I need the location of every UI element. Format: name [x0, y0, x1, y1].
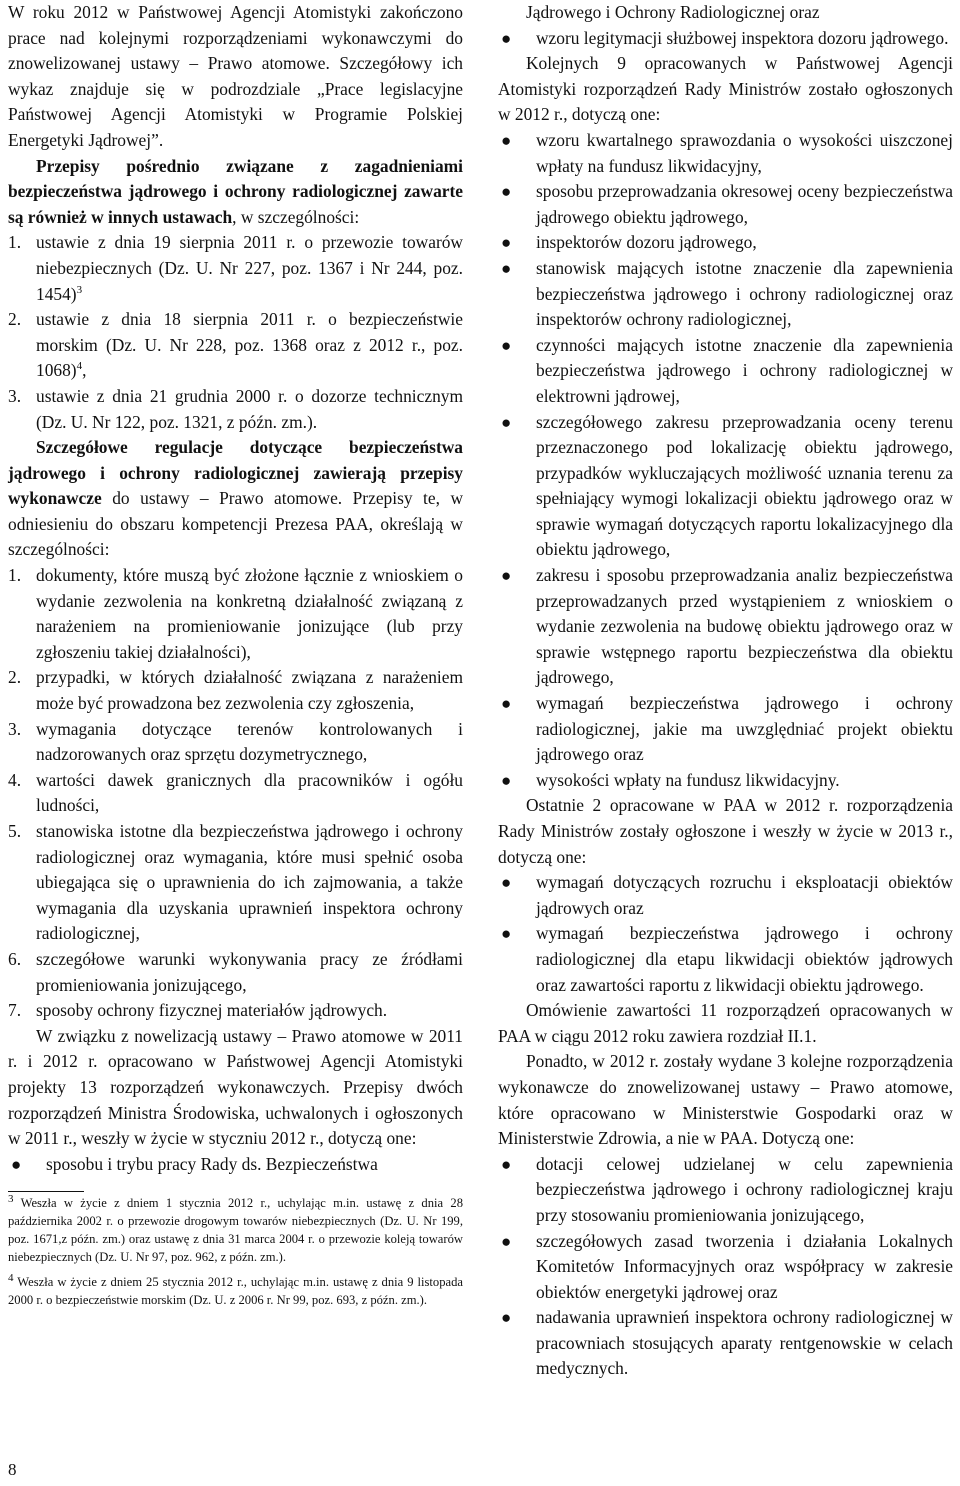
item-number: 3.	[8, 718, 22, 739]
footnote-ref: 4	[76, 360, 83, 373]
bullet-icon: ●	[11, 1154, 22, 1174]
list-item	[498, 870, 953, 921]
detailed-regulations-paragraph	[8, 435, 463, 563]
list-item	[8, 384, 463, 435]
item-text: stanowiska istotne dla bezpieczeństwa jądrowego i ochrony radiologicznej oraz wymagania, które musi spełnić osoba ubiegająca się o uprawnienia do ich zajmowania, a także wymagania dla uzyskania uprawnień inspektora ochrony radiologicznej,	[36, 821, 463, 944]
item-number: 3.	[8, 385, 22, 406]
item-number: 7.	[8, 1000, 22, 1021]
bullet-icon: ●	[501, 566, 512, 586]
right-column	[498, 0, 953, 1382]
item-number: 6.	[8, 948, 22, 969]
item-text: wysokości wpłaty na fundusz likwidacyjny.	[536, 769, 840, 790]
item-number: 4.	[8, 769, 22, 790]
list-item	[8, 665, 463, 716]
footnote-text: Weszła w życie z dniem 25 stycznia 2012 r., uchylając m.in. ustawę z dnia 9 listopada 2000 r. o bezpieczeństwie morskim (Dz. U. z 2006 r. Nr 99, poz. 693, z późn. zm.).	[8, 1275, 463, 1308]
item-text: szczegółowych zasad tworzenia i działania Lokalnych Komitetów Informacyjnych oraz współpracy w zakresie obiektów energetyki jądrowej oraz	[536, 1230, 953, 1302]
list-item	[8, 998, 463, 1024]
bullet-icon: ●	[501, 233, 512, 253]
item-text: wymagań bezpieczeństwa jądrowego i ochrony radiologicznej, jakie ma uwzględniać projekt obiektu jądrowego oraz	[536, 693, 953, 765]
item-number: 1.	[8, 232, 22, 253]
list-item	[498, 230, 953, 256]
list-item	[8, 563, 463, 665]
bullet-icon: ●	[501, 1154, 512, 1174]
item-text: wartości dawek granicznych dla pracowników i ogółu ludności,	[36, 769, 463, 816]
bullet-icon: ●	[501, 412, 512, 432]
continued-text: Jądrowego i Ochrony Radiologicznej oraz	[526, 2, 820, 22]
list-item	[498, 921, 953, 998]
list-item	[498, 179, 953, 230]
item-text: wzoru kwartalnego sprawozdania o wysokości uiszczonej wpłaty na fundusz likwidacyjny,	[536, 129, 953, 176]
list-item	[498, 26, 953, 52]
item-tail: ,	[82, 360, 87, 381]
bullet-icon: ●	[501, 694, 512, 714]
bullet-list-c	[498, 870, 953, 998]
intro-paragraph: W roku 2012 w Państwowej Agencji Atomistyki zakończono prace nad kolejnymi rozporządzeniami wykonawczymi do znowelizowanej ustawy – Prawo atomowe. Szczegółowy ich wykaz znajduje się w podrozdziale „Prace legislacyjne Państwowej Agencji Atomistyki w Programie Polskiej Energetyki Jądrowej”.	[8, 2, 463, 150]
indirect-laws-tail: , w szczególności:	[232, 206, 360, 227]
laws-list	[8, 230, 463, 435]
footnote-ref: 3	[76, 283, 83, 296]
list-item	[8, 717, 463, 768]
bullet-icon: ●	[501, 182, 512, 202]
item-text: ustawie z dnia 18 sierpnia 2011 r. o bezpieczeństwie morskim (Dz. U. Nr 228, poz. 1368 oraz z 2012 r., poz. 1068)	[36, 309, 463, 381]
topics-list	[8, 563, 463, 1024]
item-text: wymagań bezpieczeństwa jądrowego i ochrony radiologicznej dla etapu likwidacji obiektów jądrowych oraz zawartości raportu z likwidacji obiektu jądrowego.	[536, 923, 953, 995]
list-item	[498, 128, 953, 179]
item-number: 2.	[8, 309, 22, 330]
item-text: wymagań dotyczących rozruchu i eksploatacji obiektów jądrowych oraz	[536, 872, 953, 918]
item-text: sposoby ochrony fizycznej materiałów jądrowych.	[36, 1000, 388, 1021]
item-text: ustawie z dnia 21 grudnia 2000 r. o dozorze technicznym (Dz. U. Nr 122, poz. 1321, z późn. zm.).	[36, 385, 463, 432]
list-item	[498, 410, 953, 564]
item-text: przypadki, w których działalność związana z narażeniem może być prowadzona bez zezwolenia czy zgłoszenia,	[36, 667, 463, 714]
bullet-list-d	[498, 1152, 953, 1382]
bullet-icon: ●	[501, 28, 512, 48]
item-text: inspektorów dozoru jądrowego,	[536, 232, 757, 253]
list-item	[498, 256, 953, 333]
footnote	[8, 1194, 463, 1266]
council-regulations-paragraph: Kolejnych 9 opracowanych w Państwowej Agencji Atomistyki rozporządzeń Rady Ministrów zostało ogłoszonych w 2012 r., dotyczą one:	[498, 53, 953, 125]
bullet-icon: ●	[501, 770, 512, 790]
footnote-marker: 4	[8, 1272, 14, 1285]
item-text: nadawania uprawnień inspektora ochrony radiologicznej w pracowniach stosujących aparaty rentgenowskie w celach medycznych.	[536, 1307, 953, 1379]
list-item	[498, 691, 953, 768]
page-number: 8	[8, 1460, 17, 1479]
indirect-laws-paragraph	[8, 154, 463, 231]
bullet-icon: ●	[501, 924, 512, 944]
item-text: wymagania dotyczące terenów kontrolowanych i nadzorowanych oraz sprzętu dozymetrycznego,	[36, 718, 463, 765]
item-text: wzoru legitymacji służbowej inspektora dozoru jądrowego.	[536, 27, 949, 48]
list-item	[498, 333, 953, 410]
list-item	[498, 1229, 953, 1306]
regulations-summary-paragraph: W związku z nowelizacją ustawy – Prawo atomowe w 2011 r. i 2012 r. opracowano w Państwowej Agencji Atomistyki projekty 13 rozporządzeń wykonawczych. Przepisy dwóch rozporządzeń Ministra Środowiska, uchwalonych i ogłoszonych w 2011 r., weszły w życie w styczniu 2012 r., dotyczą one:	[8, 1025, 463, 1149]
last-regulations-paragraph: Ostatnie 2 opracowane w PAA w 2012 r. rozporządzenia Rady Ministrów zostały ogłoszone i weszły w życie w 2013 r., dotyczą one:	[498, 795, 953, 867]
bullet-list-a	[498, 26, 953, 52]
bullet-icon: ●	[501, 258, 512, 278]
list-item	[498, 563, 953, 691]
item-number: 5.	[8, 821, 22, 841]
item-number: 2.	[8, 667, 22, 688]
footnote-marker: 3	[8, 1193, 14, 1206]
other-ministries-paragraph: Ponadto, w 2012 r. zostały wydane 3 kolejne rozporządzenia wykonawcze do znowelizowanej ustawy – Prawo atomowe, które opracowano w Ministerstwie Gospodarki oraz w Ministerstwie Zdrowia, a nie w PAA. Dotyczą one:	[498, 1051, 953, 1149]
item-text: zakresu i sposobu przeprowadzania analiz bezpieczeństwa przeprowadzanych przed wystąpieniem z wnioskiem o wydanie zezwolenia na budowę obiektu jądrowego oraz w sprawie wstępnego raportu bezpieczeństwa dla obiektu jądrowego,	[536, 565, 953, 688]
indirect-laws-bold: Przepisy pośrednio związane z zagadnieniami bezpieczeństwa jądrowego i ochrony radiologicznej zawarte są również w innych ustawach	[8, 155, 463, 227]
list-item	[8, 1152, 463, 1178]
item-text: szczegółowe warunki wykonywania pracy ze źródłami promieniowania jonizującego,	[36, 948, 463, 995]
bullet-icon: ●	[501, 873, 512, 893]
item-text: dokumenty, które muszą być złożone łącznie z wnioskiem o wydanie zezwolenia na konkretną działalność związaną z narażeniem na promieniowanie jonizujące (lub przy zgłoszeniu takiej działalności),	[36, 565, 463, 662]
item-text: sposobu przeprowadzania okresowej oceny bezpieczeństwa jądrowego obiektu jądrowego,	[536, 181, 953, 227]
list-item	[498, 768, 953, 794]
detailed-regulations-tail: do ustawy – Prawo atomowe. Przepisy te, w odniesieniu do obszaru kompetencji Prezesa PAA, określają w szczególności:	[8, 488, 463, 560]
list-item	[498, 1152, 953, 1229]
left-column	[8, 0, 463, 1309]
list-item	[8, 819, 463, 947]
list-item	[8, 768, 463, 819]
list-item	[8, 307, 463, 384]
item-text: stanowisk mających istotne znaczenie dla zapewnienia bezpieczeństwa jądrowego i ochrony radiologicznej oraz inspektorów ochrony radiologicznej,	[536, 257, 953, 330]
item-text: dotacji celowej udzielanej w celu zapewnienia bezpieczeństwa jądrowego i ochrony radiologicznej kraju przy stosowaniu promieniowania jonizującego,	[536, 1153, 953, 1225]
bullet-icon: ●	[501, 1231, 512, 1251]
list-item	[498, 1305, 953, 1382]
bullet-list-b	[498, 128, 953, 793]
item-number: 1.	[8, 565, 22, 586]
bullet-icon: ●	[501, 335, 512, 355]
footnote-divider	[8, 1191, 84, 1192]
item-text: szczegółowego zakresu przeprowadzania oceny terenu przeznaczonego pod lokalizację obiektu jądrowego, przypadków wykluczających możliwość uznania terenu za spełniający wymogi lokalizacji obiektu jądrowego oraz w sprawie wymagań dotyczących raportu lokalizacyjnego dla obiektu jądrowego,	[536, 411, 953, 560]
bullet-icon: ●	[501, 130, 512, 150]
item-text: czynności mających istotne znaczenie dla zapewnienia bezpieczeństwa jądrowego i ochrony radiologicznej w elektrowni jądrowej,	[536, 334, 953, 406]
footnote	[8, 1273, 463, 1309]
detailed-regulations-bold: Szczegółowe regulacje dotyczące bezpieczeństwa jądrowego i ochrony radiologicznej zawierają przepisy wykonawcze	[8, 437, 463, 509]
overview-paragraph: Omówienie zawartości 11 rozporządzeń opracowanych w PAA w ciągu 2012 roku zawiera rozdział II.1.	[498, 1000, 953, 1046]
item-text: sposobu i trybu pracy Rady ds. Bezpieczeństwa	[46, 1153, 378, 1174]
list-item	[8, 230, 463, 307]
footnotes	[8, 1194, 463, 1309]
footnote-text: Weszła w życie z dniem 1 stycznia 2012 r., uchylając m.in. ustawę z dnia 28 października 2002 r. o przewozie drogowym towarów niebezpiecznych (Dz. U. Nr 199, poz. 1671,z późn. zm.) oraz ustawę z dnia 31 marca 2004 r. o przewozie koleją towarów niebezpiecznych (Dz. U. Nr 97, poz. 962, z późn. zm.).	[8, 1196, 463, 1265]
item-text: ustawie z dnia 19 sierpnia 2011 r. o przewozie towarów niebezpiecznych (Dz. U. Nr 227, poz. 1367 i Nr 244, poz. 1454)	[36, 232, 463, 304]
list-item	[8, 947, 463, 998]
bullet-icon: ●	[501, 1308, 512, 1328]
bullet-list-left	[8, 1152, 463, 1178]
